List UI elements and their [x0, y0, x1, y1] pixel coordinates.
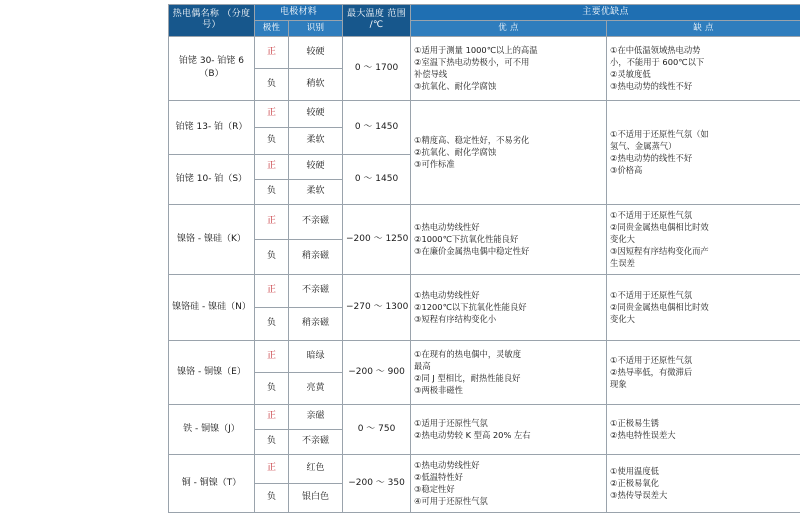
- demerit-line: ③热电动势的线性不好: [610, 80, 797, 92]
- thermocouple-name-code: （K）: [222, 234, 246, 244]
- demerit-line: 氢气、金属蒸气）: [610, 140, 797, 152]
- cell-identification-positive: 较硬: [289, 36, 343, 68]
- cell-identification-positive: 红色: [289, 454, 343, 483]
- thermocouple-name-line1: 铜 - 铜镍: [182, 478, 218, 488]
- cell-thermocouple-name: [169, 100, 255, 154]
- merit-line: ①适用于测量 1000℃以上的高温: [414, 44, 603, 56]
- cell-thermocouple-name: [169, 204, 255, 274]
- thermocouple-name-code: （J）: [219, 424, 240, 434]
- cell-identification-negative: 不亲磁: [289, 429, 343, 454]
- cell-temperature-range: 0 ～ 1700: [343, 36, 411, 100]
- cell-identification-negative: 柔软: [289, 127, 343, 154]
- table-row: [169, 36, 800, 68]
- merit-line: ①热电动势线性好: [414, 459, 603, 471]
- demerit-line: ①不适用于还原性气氛: [610, 354, 797, 366]
- cell-polarity-negative: 负: [255, 429, 289, 454]
- cell-demerits: [607, 100, 800, 204]
- cell-polarity-negative: 负: [255, 239, 289, 274]
- thermocouple-table-page: [0, 4, 800, 504]
- cell-identification-negative: 柔软: [289, 179, 343, 204]
- demerit-line: ②热电动势的线性不好: [610, 152, 797, 164]
- cell-identification-positive: 暗绿: [289, 340, 343, 372]
- cell-polarity-negative: 负: [255, 307, 289, 340]
- cell-demerits: [607, 340, 800, 404]
- thermocouple-name-line1: 镍铬 - 铜镍: [177, 367, 222, 377]
- cell-identification-negative: 亮黄: [289, 372, 343, 404]
- cell-merits: [411, 100, 607, 204]
- demerit-line: 变化大: [610, 233, 797, 245]
- demerit-line: ③热传导误差大: [610, 489, 797, 501]
- cell-thermocouple-name: [169, 340, 255, 404]
- merit-line: ②室温下热电动势极小，可不用: [414, 56, 603, 68]
- merit-line: ①热电动势线性好: [414, 289, 603, 301]
- cell-identification-positive: 较硬: [289, 100, 343, 127]
- thermocouple-name-code: （T）: [218, 478, 242, 488]
- demerit-line: 小，不能用于 600℃以下: [610, 56, 797, 68]
- header-merit: 优 点: [411, 21, 607, 37]
- demerit-line: 现象: [610, 378, 797, 390]
- cell-polarity-positive: 正: [255, 340, 289, 372]
- demerit-line: ①不适用于还原性气氛（如: [610, 128, 797, 140]
- merit-line: ②1200℃以下抗氧化性能良好: [414, 301, 603, 313]
- header-identify: 识别: [289, 21, 343, 37]
- thermocouple-name-line1: 镍铬硅 - 镍硅: [172, 302, 226, 312]
- thermocouple-name-line1: 铂铑 30- 铂铑 6: [179, 56, 244, 66]
- cell-identification-positive: 较硬: [289, 154, 343, 179]
- cell-identification-positive: 不亲磁: [289, 274, 343, 307]
- thermocouple-name-code: （E）: [222, 367, 246, 377]
- demerit-line: 生误差: [610, 257, 797, 269]
- cell-polarity-negative: 负: [255, 127, 289, 154]
- cell-demerits: [607, 404, 800, 454]
- merit-line: ③短程有序结构变化小: [414, 313, 603, 325]
- cell-polarity-negative: 负: [255, 483, 289, 512]
- cell-merits: [411, 340, 607, 404]
- cell-identification-negative: 稍软: [289, 68, 343, 100]
- merit-line: ①在现有的热电偶中，灵敏度: [414, 348, 603, 360]
- cell-thermocouple-name: [169, 154, 255, 204]
- header-material: 电极材料: [255, 5, 343, 21]
- merit-line: 补偿导线: [414, 68, 603, 80]
- thermocouple-name-code: （R）: [223, 122, 247, 132]
- demerit-line: ②同贵金属热电偶相比时效: [610, 221, 797, 233]
- header-temp: 最大温度 范围 /℃: [343, 5, 411, 37]
- cell-identification-negative: 稍亲磁: [289, 239, 343, 274]
- demerit-line: ③因短程有序结构变化而产: [610, 245, 797, 257]
- merit-line: ②热电动势较 K 型高 20% 左右: [414, 429, 603, 441]
- cell-thermocouple-name: [169, 404, 255, 454]
- demerit-line: ②热导率低，有微滞后: [610, 366, 797, 378]
- demerit-line: ①不适用于还原性气氛: [610, 209, 797, 221]
- thermocouple-name-code: （S）: [223, 174, 247, 184]
- demerit-line: ①正极易生锈: [610, 417, 797, 429]
- cell-identification-negative: 稍亲磁: [289, 307, 343, 340]
- thermocouple-name-line1: 铁 - 铜镍: [183, 424, 219, 434]
- header-polarity: 极性: [255, 21, 289, 37]
- merit-line: ②抗氧化、耐化学腐蚀: [414, 146, 603, 158]
- cell-merits: [411, 404, 607, 454]
- cell-demerits: [607, 36, 800, 100]
- cell-identification-negative: 银白色: [289, 483, 343, 512]
- cell-demerits: [607, 274, 800, 340]
- cell-polarity-positive: 正: [255, 204, 289, 239]
- cell-polarity-negative: 负: [255, 179, 289, 204]
- merit-line: 最高: [414, 360, 603, 372]
- merit-line: ①热电动势线性好: [414, 221, 603, 233]
- thermocouple-name-code: （B）: [199, 69, 223, 79]
- table-row: [169, 100, 800, 127]
- merit-line: ③可作标准: [414, 158, 603, 170]
- cell-demerits: [607, 454, 800, 512]
- cell-thermocouple-name: [169, 454, 255, 512]
- cell-temperature-range: −200 ～ 1250: [343, 204, 411, 274]
- cell-polarity-positive: 正: [255, 100, 289, 127]
- cell-polarity-negative: 负: [255, 372, 289, 404]
- cell-temperature-range: −200 ～ 900: [343, 340, 411, 404]
- demerit-line: ②灵敏度低: [610, 68, 797, 80]
- cell-polarity-positive: 正: [255, 454, 289, 483]
- merit-line: ③抗氧化、耐化学腐蚀: [414, 80, 603, 92]
- demerit-line: ②同贵金属热电偶相比时效: [610, 301, 797, 313]
- thermocouple-name-line1: 镍铬 - 镍硅: [177, 234, 222, 244]
- thermocouple-comparison-table: [168, 4, 800, 513]
- demerit-line: 变化大: [610, 313, 797, 325]
- demerit-line: ③价格高: [610, 164, 797, 176]
- demerit-line: ①使用温度低: [610, 465, 797, 477]
- merit-line: ①适用于还原性气氛: [414, 417, 603, 429]
- cell-temperature-range: −270 ～ 1300: [343, 274, 411, 340]
- demerit-line: ②正极易氧化: [610, 477, 797, 489]
- table-row: [169, 204, 800, 239]
- merit-line: ④可用于还原性气氛: [414, 495, 603, 507]
- merit-line: ③两极非磁性: [414, 384, 603, 396]
- cell-merits: [411, 204, 607, 274]
- merit-line: ②低温特性好: [414, 471, 603, 483]
- header-demerit: 缺 点: [607, 21, 800, 37]
- merit-line: ③在廉价金属热电偶中稳定性好: [414, 245, 603, 257]
- cell-merits: [411, 454, 607, 512]
- demerit-line: ①在中低温领域热电动势: [610, 44, 797, 56]
- cell-merits: [411, 274, 607, 340]
- cell-polarity-positive: 正: [255, 404, 289, 429]
- table-body: [169, 36, 800, 512]
- merit-line: ②1000℃下抗氧化性能良好: [414, 233, 603, 245]
- table-header: [169, 5, 800, 37]
- demerit-line: ①不适用于还原性气氛: [610, 289, 797, 301]
- cell-identification-positive: 亲磁: [289, 404, 343, 429]
- cell-polarity-positive: 正: [255, 36, 289, 68]
- header-name: 热电偶名称 （分度号）: [169, 5, 255, 37]
- cell-identification-positive: 不亲磁: [289, 204, 343, 239]
- merit-line: ③稳定性好: [414, 483, 603, 495]
- cell-temperature-range: 0 ～ 750: [343, 404, 411, 454]
- table-row: [169, 340, 800, 372]
- thermocouple-name-code: （N）: [226, 302, 251, 312]
- cell-polarity-negative: 负: [255, 68, 289, 100]
- cell-thermocouple-name: [169, 274, 255, 340]
- cell-temperature-range: 0 ～ 1450: [343, 154, 411, 204]
- thermocouple-name-line1: 铂铑 13- 铂: [176, 122, 223, 132]
- table-row: [169, 404, 800, 429]
- table-row: [169, 274, 800, 307]
- cell-merits: [411, 36, 607, 100]
- cell-thermocouple-name: [169, 36, 255, 100]
- demerit-line: ②热电特性误差大: [610, 429, 797, 441]
- cell-temperature-range: 0 ～ 1450: [343, 100, 411, 154]
- thermocouple-name-line1: 铂铑 10- 铂: [176, 174, 223, 184]
- merit-line: ①精度高、稳定性好，不易劣化: [414, 134, 603, 146]
- table-row: [169, 454, 800, 483]
- cell-demerits: [607, 204, 800, 274]
- merit-line: ②同 J 型相比，耐热性能良好: [414, 372, 603, 384]
- cell-temperature-range: −200 ～ 350: [343, 454, 411, 512]
- header-features: 主要优缺点: [411, 5, 800, 21]
- cell-polarity-positive: 正: [255, 274, 289, 307]
- cell-polarity-positive: 正: [255, 154, 289, 179]
